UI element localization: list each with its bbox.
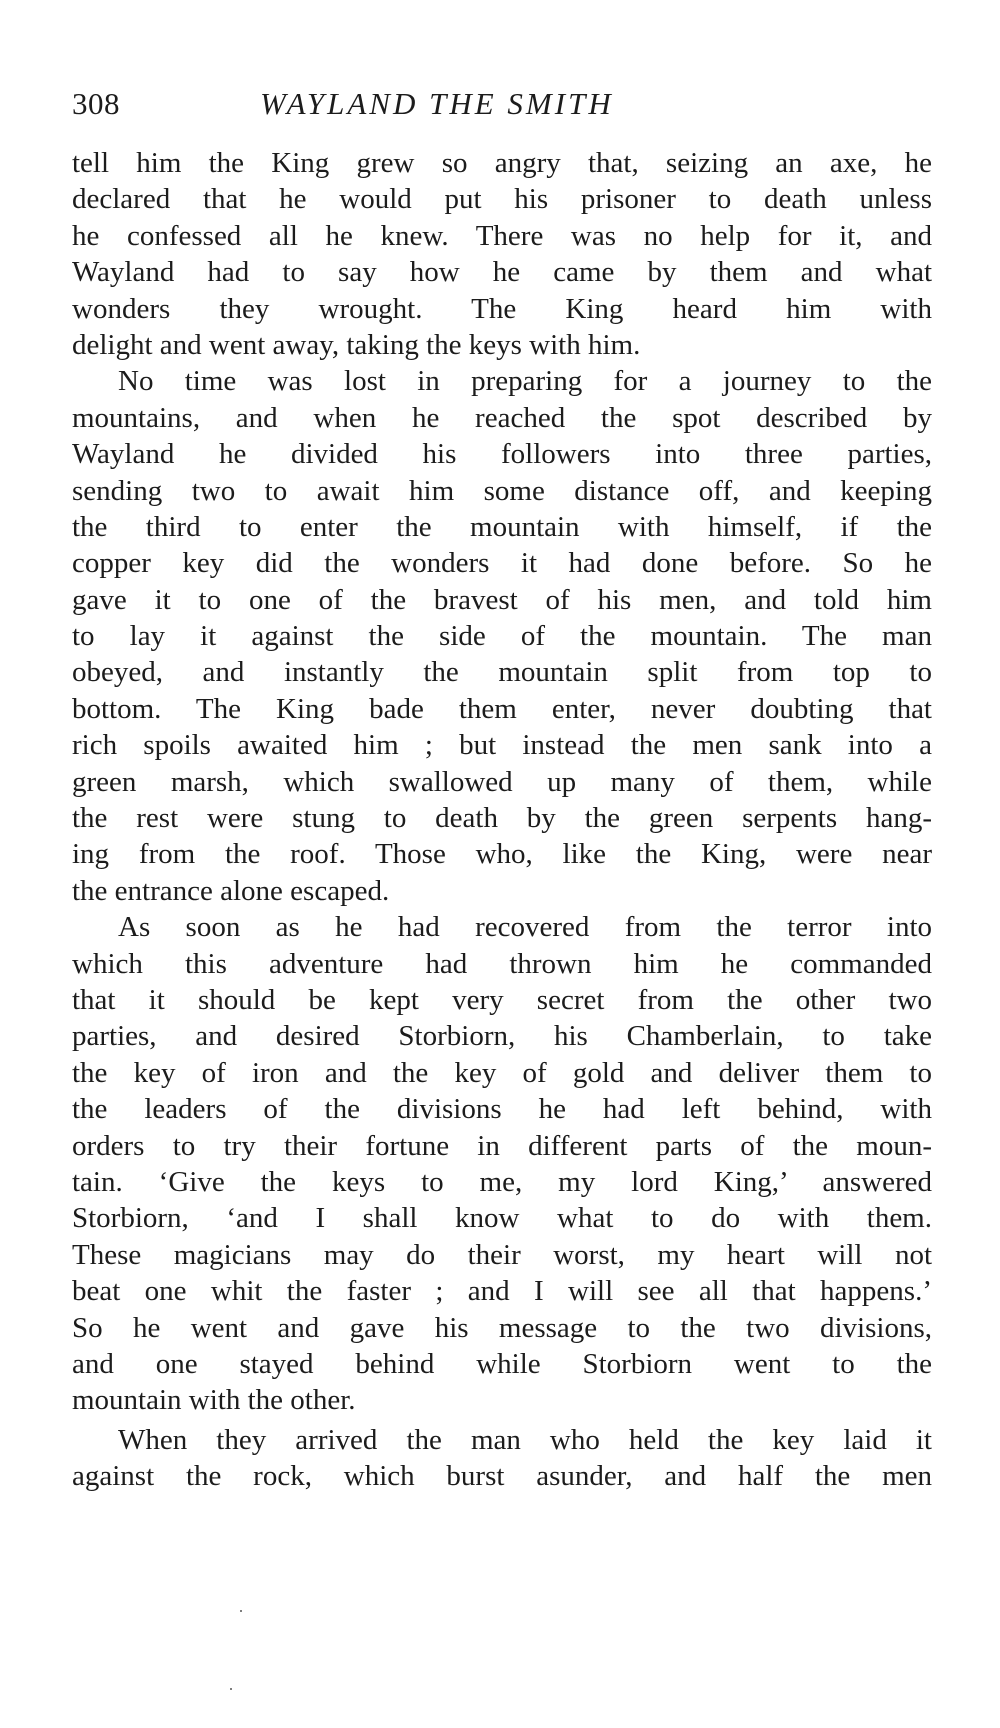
page-number: 308	[72, 86, 120, 121]
text-line: obeyed, and instantly the mountain split from top to	[72, 656, 932, 689]
text-line: delight and went away, taking the keys with him.	[72, 328, 641, 361]
text-line: green marsh, which swallowed up many of them, while	[72, 765, 932, 798]
text-line: copper key did the wonders it had done before. So he	[72, 547, 932, 580]
text-line: These magicians may do their worst, my heart will not	[72, 1238, 932, 1271]
text-line: rich spoils awaited him ; but instead the men sank into a	[72, 729, 932, 762]
text-line: gave it to one of the bravest of his men, and told him	[72, 583, 932, 616]
running-head	[72, 84, 932, 124]
text-line: Storbiorn, ‘and I shall know what to do with them.	[72, 1202, 932, 1235]
text-line: to lay it against the side of the mountain. The man	[72, 620, 932, 653]
text-line: the leaders of the divisions he had left behind, with	[72, 1093, 932, 1126]
print-speck	[240, 1610, 242, 1612]
text-line: No time was lost in preparing for a journey to the	[118, 365, 932, 398]
text-line: sending two to await him some distance off, and keeping	[72, 474, 932, 507]
text-line: bottom. The King bade them enter, never doubting that	[72, 692, 932, 725]
text-line: When they arrived the man who held the key laid it	[118, 1423, 932, 1456]
text-line: tell him the King grew so angry that, seizing an axe, he	[72, 147, 932, 179]
text-line: parties, and desired Storbiorn, his Chamberlain, to take	[72, 1020, 932, 1053]
text-line: the third to enter the mountain with himself, if the	[72, 510, 932, 543]
text-line: wonders they wrought. The King heard him with	[72, 292, 932, 325]
text-line: and one stayed behind while Storbiorn went to the	[72, 1347, 932, 1380]
text-line: against the rock, which burst asunder, and half the men	[72, 1460, 932, 1493]
body-text	[72, 145, 932, 1494]
running-title: WAYLAND THE SMITH	[260, 86, 614, 121]
text-line: the rest were stung to death by the green serpents hang-	[72, 802, 932, 835]
text-line: mountains, and when he reached the spot described by	[72, 401, 932, 434]
paragraph-1	[72, 145, 932, 363]
text-line: the entrance alone escaped.	[72, 874, 390, 907]
text-line: mountain with the other.	[72, 1384, 356, 1417]
paragraph-2	[72, 363, 932, 909]
print-speck	[230, 1688, 232, 1690]
text-line: Wayland he divided his followers into three parties,	[72, 438, 932, 471]
text-line: that it should be kept very secret from the other two	[72, 983, 932, 1016]
paragraph-4	[72, 1422, 932, 1495]
text-line: orders to try their fortune in different parts of the moun-	[72, 1129, 932, 1162]
text-line: So he went and gave his message to the two divisions,	[72, 1311, 932, 1344]
text-line: As soon as he had recovered from the terror into	[118, 911, 932, 944]
text-line: beat one whit the faster ; and I will see all that happens.’	[72, 1275, 932, 1308]
text-line: tain. ‘Give the keys to me, my lord King,’ answered	[72, 1165, 932, 1198]
text-line: Wayland had to say how he came by them and what	[72, 256, 932, 289]
text-line: the key of iron and the key of gold and deliver them to	[72, 1056, 932, 1089]
text-line: which this adventure had thrown him he commanded	[72, 947, 932, 980]
paragraph-3	[72, 909, 932, 1418]
text-line: declared that he would put his prisoner to death unless	[72, 183, 932, 216]
text-line: he confessed all he knew. There was no help for it, and	[72, 219, 932, 252]
text-line: ing from the roof. Those who, like the King, were near	[72, 838, 932, 871]
